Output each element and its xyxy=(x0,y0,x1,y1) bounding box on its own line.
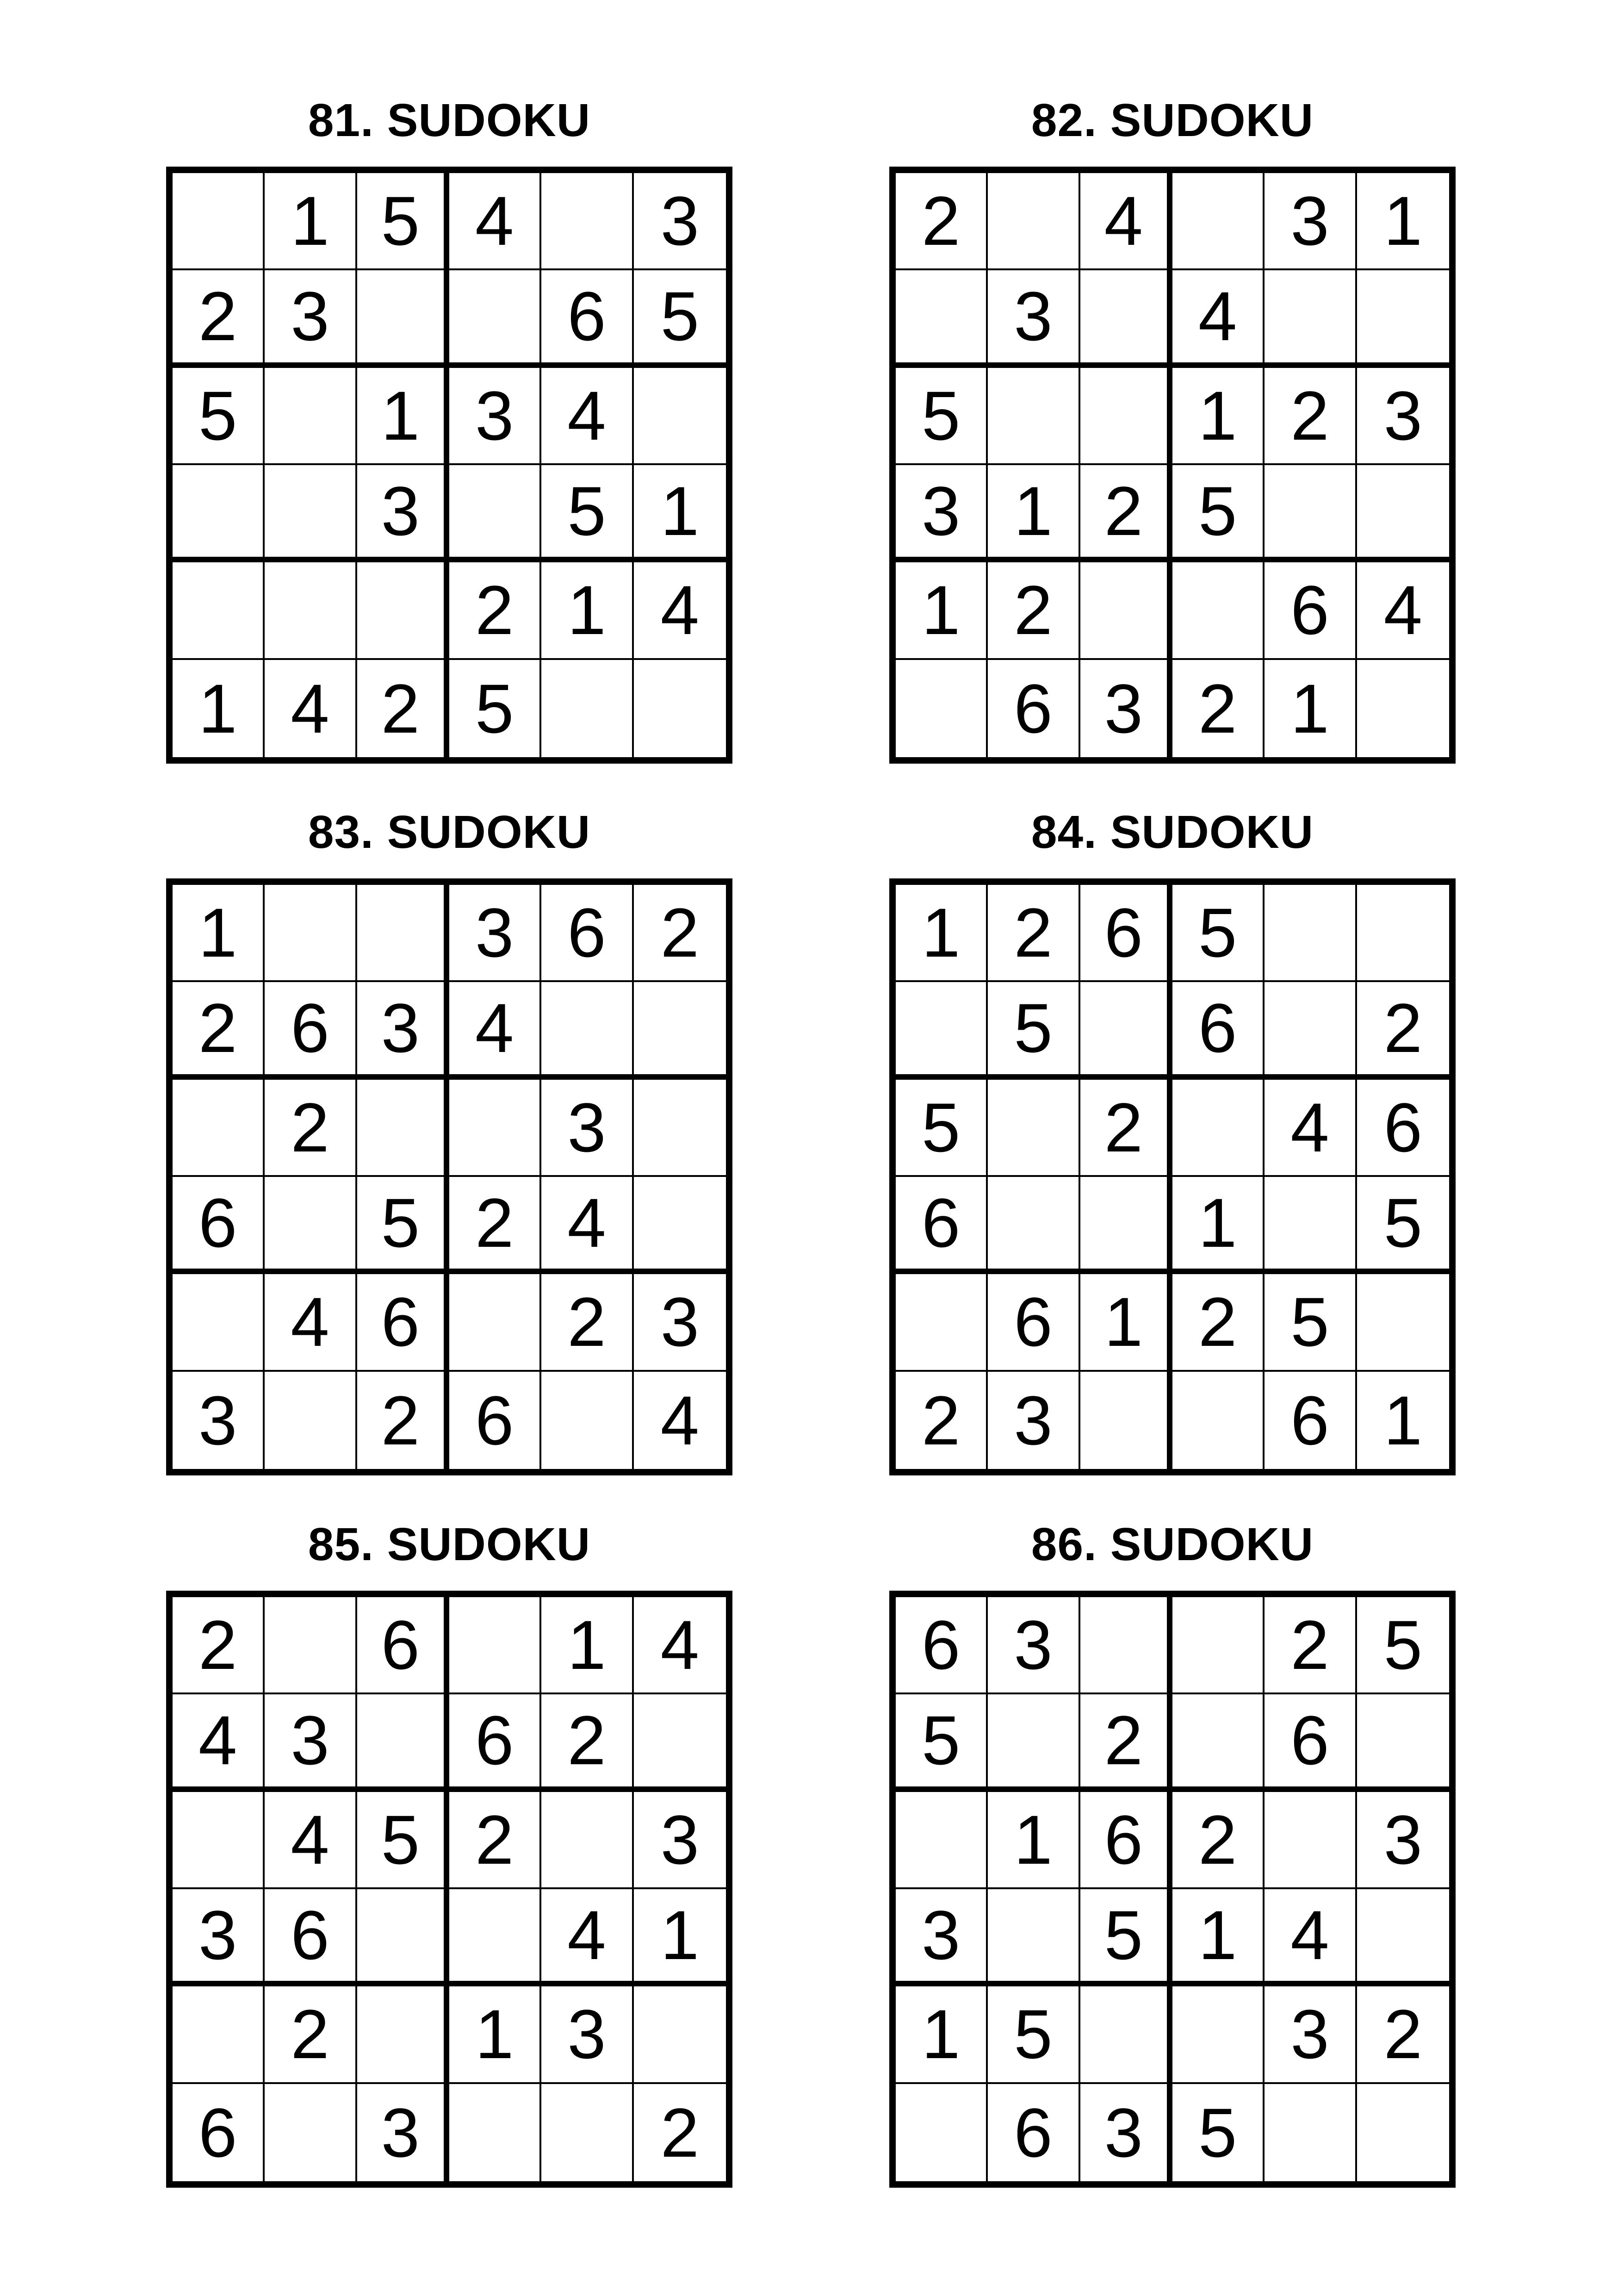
sudoku-cell[interactable] xyxy=(1080,368,1172,465)
sudoku-grid xyxy=(889,1591,1456,2188)
sudoku-cell[interactable] xyxy=(1080,270,1172,367)
sudoku-cell[interactable]: 1 xyxy=(449,1986,541,2084)
sudoku-cell[interactable]: 2 xyxy=(896,1372,988,1469)
sudoku-cell[interactable]: 3 xyxy=(1265,173,1357,270)
sudoku-cell[interactable] xyxy=(634,982,726,1079)
sudoku-cell[interactable] xyxy=(265,2084,357,2181)
sudoku-cell[interactable] xyxy=(896,270,988,367)
sudoku-cell[interactable]: 1 xyxy=(634,1889,726,1986)
sudoku-cell[interactable] xyxy=(1265,1792,1357,1889)
sudoku-cell[interactable]: 4 xyxy=(173,1694,265,1792)
sudoku-cell[interactable]: 5 xyxy=(988,1986,1080,2084)
sudoku-cell[interactable]: 3 xyxy=(541,1080,633,1177)
sudoku-cell[interactable]: 1 xyxy=(1172,1889,1265,1986)
sudoku-grid xyxy=(166,1591,732,2188)
sudoku-cell[interactable]: 2 xyxy=(449,1177,541,1274)
sudoku-cell[interactable]: 5 xyxy=(896,1694,988,1792)
sudoku-cell[interactable] xyxy=(1172,1694,1265,1792)
sudoku-cell[interactable] xyxy=(988,368,1080,465)
sudoku-cell[interactable]: 3 xyxy=(449,368,541,465)
sudoku-cell[interactable]: 2 xyxy=(265,1080,357,1177)
sudoku-cell[interactable]: 2 xyxy=(1172,660,1265,757)
sudoku-cell[interactable] xyxy=(1172,1080,1265,1177)
puzzle-title: 86. SUDOKU xyxy=(1031,1518,1314,1570)
sudoku-cell[interactable] xyxy=(1080,1177,1172,1274)
sudoku-cell[interactable] xyxy=(265,1597,357,1694)
sudoku-cell[interactable]: 6 xyxy=(265,1889,357,1986)
sudoku-cell[interactable]: 2 xyxy=(1265,368,1357,465)
sudoku-cell[interactable]: 3 xyxy=(988,270,1080,367)
sudoku-cell[interactable] xyxy=(988,1889,1080,1986)
sudoku-cell[interactable]: 2 xyxy=(634,885,726,982)
sudoku-cell[interactable] xyxy=(541,660,633,757)
sudoku-cell[interactable]: 3 xyxy=(449,885,541,982)
sudoku-cell[interactable]: 2 xyxy=(1080,1694,1172,1792)
sudoku-cell[interactable]: 2 xyxy=(988,885,1080,982)
sudoku-cell[interactable] xyxy=(173,1986,265,2084)
sudoku-cell[interactable]: 4 xyxy=(1172,270,1265,367)
sudoku-cell[interactable] xyxy=(634,1986,726,2084)
sudoku-cell[interactable] xyxy=(988,1694,1080,1792)
sudoku-cell[interactable] xyxy=(634,368,726,465)
sudoku-cell[interactable]: 4 xyxy=(1265,1080,1357,1177)
sudoku-cell[interactable] xyxy=(1080,1597,1172,1694)
sudoku-cell[interactable]: 5 xyxy=(896,1080,988,1177)
sudoku-cell[interactable] xyxy=(1080,1372,1172,1469)
sudoku-cell[interactable] xyxy=(173,562,265,660)
sudoku-cell[interactable]: 2 xyxy=(541,1694,633,1792)
sudoku-cell[interactable] xyxy=(1357,1694,1449,1792)
sudoku-cell[interactable]: 6 xyxy=(1080,1792,1172,1889)
sudoku-cell[interactable] xyxy=(896,1274,988,1371)
sudoku-cell[interactable] xyxy=(541,173,633,270)
sudoku-cell[interactable]: 6 xyxy=(357,1597,449,1694)
sudoku-cell[interactable] xyxy=(541,1792,633,1889)
sudoku-cell[interactable] xyxy=(896,660,988,757)
sudoku-cell[interactable]: 3 xyxy=(896,1889,988,1986)
sudoku-cell[interactable]: 5 xyxy=(1080,1889,1172,1986)
sudoku-cell[interactable]: 2 xyxy=(449,1792,541,1889)
sudoku-cell[interactable]: 6 xyxy=(173,2084,265,2181)
sudoku-cell[interactable] xyxy=(357,270,449,367)
sudoku-cell[interactable]: 5 xyxy=(173,368,265,465)
sudoku-cell[interactable]: 2 xyxy=(265,1986,357,2084)
sudoku-cell[interactable] xyxy=(634,1080,726,1177)
sudoku-cell[interactable]: 1 xyxy=(1265,660,1357,757)
sudoku-cell[interactable]: 6 xyxy=(1265,1372,1357,1469)
sudoku-cell[interactable]: 4 xyxy=(1080,173,1172,270)
sudoku-cell[interactable] xyxy=(173,1274,265,1371)
sudoku-cell[interactable]: 3 xyxy=(173,1889,265,1986)
sudoku-cell[interactable] xyxy=(896,1792,988,1889)
sudoku-cell[interactable]: 4 xyxy=(265,1274,357,1371)
puzzle-title: 83. SUDOKU xyxy=(308,806,591,858)
sudoku-cell[interactable]: 6 xyxy=(988,660,1080,757)
sudoku-cell[interactable] xyxy=(541,982,633,1079)
sudoku-cell[interactable]: 2 xyxy=(173,982,265,1079)
sudoku-cell[interactable] xyxy=(1172,173,1265,270)
sudoku-cell[interactable]: 2 xyxy=(988,562,1080,660)
sudoku-cell[interactable]: 5 xyxy=(1265,1274,1357,1371)
sudoku-cell[interactable] xyxy=(173,173,265,270)
sudoku-cell[interactable] xyxy=(449,1274,541,1371)
sudoku-cell[interactable]: 6 xyxy=(1080,885,1172,982)
sudoku-cell[interactable] xyxy=(896,982,988,1079)
sudoku-cell[interactable]: 3 xyxy=(988,1597,1080,1694)
sudoku-cell[interactable]: 3 xyxy=(634,173,726,270)
sudoku-cell[interactable]: 1 xyxy=(541,1597,633,1694)
sudoku-cell[interactable] xyxy=(634,1694,726,1792)
puzzle-title: 82. SUDOKU xyxy=(1031,94,1314,146)
sudoku-cell[interactable]: 1 xyxy=(265,173,357,270)
sudoku-cell[interactable]: 1 xyxy=(541,562,633,660)
sudoku-cell[interactable] xyxy=(357,1694,449,1792)
sudoku-cell[interactable] xyxy=(173,465,265,562)
sudoku-cell[interactable]: 2 xyxy=(357,660,449,757)
sudoku-cell[interactable] xyxy=(1172,1372,1265,1469)
sudoku-cell[interactable]: 3 xyxy=(357,465,449,562)
sudoku-cell[interactable]: 3 xyxy=(634,1792,726,1889)
sudoku-cell[interactable]: 6 xyxy=(988,2084,1080,2181)
sudoku-cell[interactable]: 4 xyxy=(660,1381,700,1459)
sudoku-cell[interactable] xyxy=(1265,2084,1357,2181)
sudoku-cell[interactable]: 4 xyxy=(541,1177,633,1274)
sudoku-cell[interactable]: 3 xyxy=(173,1372,265,1469)
sudoku-cell[interactable]: 4 xyxy=(1265,1889,1357,1986)
sudoku-cell[interactable] xyxy=(1357,270,1449,367)
sudoku-cell[interactable]: 2 xyxy=(1357,982,1449,1079)
sudoku-cell[interactable]: 6 xyxy=(988,1274,1080,1371)
sudoku-cell[interactable]: 3 xyxy=(541,1986,633,2084)
sudoku-cell[interactable] xyxy=(265,885,357,982)
sudoku-grid xyxy=(889,878,1456,1475)
sudoku-cell[interactable]: 5 xyxy=(988,982,1080,1079)
sudoku-cell[interactable]: 4 xyxy=(265,660,357,757)
sudoku-cell[interactable]: 1 xyxy=(1383,1381,1423,1459)
sudoku-cell[interactable] xyxy=(1357,2084,1449,2181)
sudoku-cell[interactable] xyxy=(357,1080,449,1177)
sudoku-cell[interactable]: 3 xyxy=(1357,1792,1449,1889)
sudoku-cell[interactable]: 3 xyxy=(1265,1986,1357,2084)
puzzle-title: 85. SUDOKU xyxy=(308,1518,591,1570)
sudoku-cell[interactable] xyxy=(988,173,1080,270)
sudoku-cell[interactable] xyxy=(1080,982,1172,1079)
sudoku-cell[interactable]: 6 xyxy=(449,1372,541,1469)
sudoku-cell[interactable]: 5 xyxy=(1357,1177,1449,1274)
sudoku-cell[interactable] xyxy=(1265,270,1357,367)
sudoku-cell[interactable]: 1 xyxy=(988,1792,1080,1889)
sudoku-cell[interactable]: 2 xyxy=(1172,1792,1265,1889)
sudoku-cell[interactable]: 4 xyxy=(1357,562,1449,660)
sudoku-cell[interactable]: 4 xyxy=(541,368,633,465)
sudoku-cell[interactable]: 1 xyxy=(173,660,265,757)
sudoku-cell[interactable]: 2 xyxy=(357,1372,449,1469)
sudoku-cell[interactable] xyxy=(265,368,357,465)
sudoku-cell[interactable]: 6 xyxy=(1172,982,1265,1079)
sudoku-cell[interactable]: 4 xyxy=(541,1889,633,1986)
sudoku-cell[interactable]: 3 xyxy=(634,1274,726,1371)
sudoku-cell[interactable]: 5 xyxy=(449,660,541,757)
sudoku-cell[interactable]: 1 xyxy=(357,368,449,465)
sudoku-cell[interactable]: 6 xyxy=(449,1694,541,1792)
sudoku-cell[interactable] xyxy=(988,1177,1080,1274)
sudoku-cell[interactable] xyxy=(1265,885,1357,982)
sudoku-cell[interactable] xyxy=(1265,1177,1357,1274)
sudoku-cell[interactable]: 1 xyxy=(988,465,1080,562)
sudoku-cell[interactable]: 6 xyxy=(265,982,357,1079)
sudoku-cell[interactable]: 1 xyxy=(173,885,265,982)
sudoku-cell[interactable] xyxy=(1080,1986,1172,2084)
sudoku-cell[interactable] xyxy=(449,465,541,562)
sudoku-cell[interactable] xyxy=(1265,982,1357,1079)
sudoku-cell[interactable] xyxy=(1357,885,1449,982)
sudoku-cell[interactable]: 2 xyxy=(660,2093,700,2172)
sudoku-cell[interactable]: 3 xyxy=(265,270,357,367)
sudoku-cell[interactable]: 5 xyxy=(1172,2084,1265,2181)
sudoku-cell[interactable]: 2 xyxy=(1265,1597,1357,1694)
sudoku-cell[interactable]: 6 xyxy=(1265,562,1357,660)
sudoku-cell[interactable]: 1 xyxy=(896,562,988,660)
sudoku-cell[interactable]: 3 xyxy=(1080,2084,1172,2181)
sudoku-cell[interactable]: 6 xyxy=(1265,1694,1357,1792)
sudoku-cell[interactable]: 1 xyxy=(1172,368,1265,465)
sudoku-cell[interactable] xyxy=(1080,562,1172,660)
sudoku-cell[interactable] xyxy=(1357,1889,1449,1986)
sudoku-cell[interactable] xyxy=(357,1986,449,2084)
sudoku-cell[interactable]: 5 xyxy=(896,368,988,465)
sudoku-cell[interactable] xyxy=(449,1080,541,1177)
sudoku-cell[interactable] xyxy=(265,562,357,660)
sudoku-cell[interactable] xyxy=(1357,1274,1449,1371)
sudoku-cell[interactable] xyxy=(634,1177,726,1274)
sudoku-cell[interactable]: 1 xyxy=(1172,1177,1265,1274)
sudoku-cell[interactable]: 4 xyxy=(449,173,541,270)
sudoku-cell[interactable] xyxy=(449,2084,541,2181)
puzzle-title: 84. SUDOKU xyxy=(1031,806,1314,858)
sudoku-cell[interactable]: 2 xyxy=(1080,465,1172,562)
sudoku-cell[interactable] xyxy=(634,660,726,757)
sudoku-cell[interactable] xyxy=(1357,465,1449,562)
sudoku-cell[interactable]: 6 xyxy=(541,885,633,982)
sudoku-cell[interactable] xyxy=(896,2084,988,2181)
sudoku-cell[interactable]: 5 xyxy=(634,270,726,367)
sudoku-cell[interactable]: 6 xyxy=(896,1177,988,1274)
sudoku-cell[interactable] xyxy=(265,465,357,562)
sudoku-cell[interactable]: 2 xyxy=(896,173,988,270)
sudoku-cell[interactable] xyxy=(357,562,449,660)
sudoku-cell[interactable]: 2 xyxy=(1080,1080,1172,1177)
sudoku-cell[interactable]: 6 xyxy=(896,1597,988,1694)
sudoku-grid xyxy=(889,167,1456,764)
sudoku-cell[interactable] xyxy=(357,1889,449,1986)
sudoku-cell[interactable]: 2 xyxy=(1357,1986,1449,2084)
sudoku-cell[interactable]: 2 xyxy=(449,562,541,660)
sudoku-cell[interactable] xyxy=(173,1792,265,1889)
sudoku-cell[interactable]: 6 xyxy=(541,270,633,367)
sudoku-cell[interactable] xyxy=(357,885,449,982)
sudoku-cell[interactable] xyxy=(541,1372,633,1469)
sudoku-cell[interactable] xyxy=(449,270,541,367)
sudoku-cell[interactable]: 4 xyxy=(634,562,726,660)
sudoku-cell[interactable] xyxy=(173,1080,265,1177)
sudoku-cell[interactable]: 5 xyxy=(357,1792,449,1889)
sudoku-cell[interactable]: 3 xyxy=(896,465,988,562)
sudoku-cell[interactable]: 2 xyxy=(173,1597,265,1694)
sudoku-cell[interactable]: 3 xyxy=(1080,660,1172,757)
sudoku-cell[interactable] xyxy=(988,1080,1080,1177)
sudoku-cell[interactable]: 6 xyxy=(357,1274,449,1371)
sudoku-cell[interactable]: 1 xyxy=(634,465,726,562)
sudoku-cell[interactable] xyxy=(1265,465,1357,562)
sudoku-cell[interactable]: 2 xyxy=(1172,1274,1265,1371)
sudoku-cell[interactable]: 6 xyxy=(173,1177,265,1274)
puzzle-title: 81. SUDOKU xyxy=(308,94,591,146)
sudoku-cell[interactable] xyxy=(449,1889,541,1986)
sudoku-cell[interactable] xyxy=(265,1177,357,1274)
sudoku-cell[interactable]: 5 xyxy=(1172,465,1265,562)
sudoku-cell[interactable]: 5 xyxy=(1172,885,1265,982)
sudoku-cell[interactable]: 1 xyxy=(896,1986,988,2084)
sudoku-cell[interactable] xyxy=(449,1597,541,1694)
sudoku-cell[interactable] xyxy=(1172,562,1265,660)
sudoku-cell[interactable]: 5 xyxy=(1357,1597,1449,1694)
sudoku-cell[interactable]: 4 xyxy=(449,982,541,1079)
sudoku-cell[interactable] xyxy=(1172,1597,1265,1694)
sudoku-cell[interactable]: 3 xyxy=(1357,368,1449,465)
sudoku-grid xyxy=(166,878,732,1475)
sudoku-cell[interactable]: 5 xyxy=(357,1177,449,1274)
sudoku-cell[interactable]: 4 xyxy=(265,1792,357,1889)
sudoku-cell[interactable] xyxy=(265,1372,357,1469)
sudoku-cell[interactable] xyxy=(1172,1986,1265,2084)
sudoku-cell[interactable]: 4 xyxy=(634,1597,726,1694)
sudoku-grid xyxy=(166,167,732,764)
sudoku-cell[interactable] xyxy=(1357,660,1449,757)
sudoku-cell[interactable]: 2 xyxy=(173,270,265,367)
sudoku-cell[interactable]: 3 xyxy=(988,1372,1080,1469)
sudoku-cell[interactable]: 1 xyxy=(1357,173,1449,270)
sudoku-cell[interactable]: 1 xyxy=(896,885,988,982)
sudoku-cell[interactable]: 1 xyxy=(1080,1274,1172,1371)
sudoku-cell[interactable] xyxy=(541,2084,633,2181)
sudoku-cell[interactable]: 3 xyxy=(265,1694,357,1792)
sudoku-cell[interactable]: 3 xyxy=(357,2084,449,2181)
sudoku-cell[interactable]: 5 xyxy=(541,465,633,562)
sudoku-cell[interactable]: 2 xyxy=(541,1274,633,1371)
sudoku-cell[interactable]: 6 xyxy=(1357,1080,1449,1177)
sudoku-cell[interactable]: 5 xyxy=(357,173,449,270)
sudoku-cell[interactable]: 3 xyxy=(357,982,449,1079)
